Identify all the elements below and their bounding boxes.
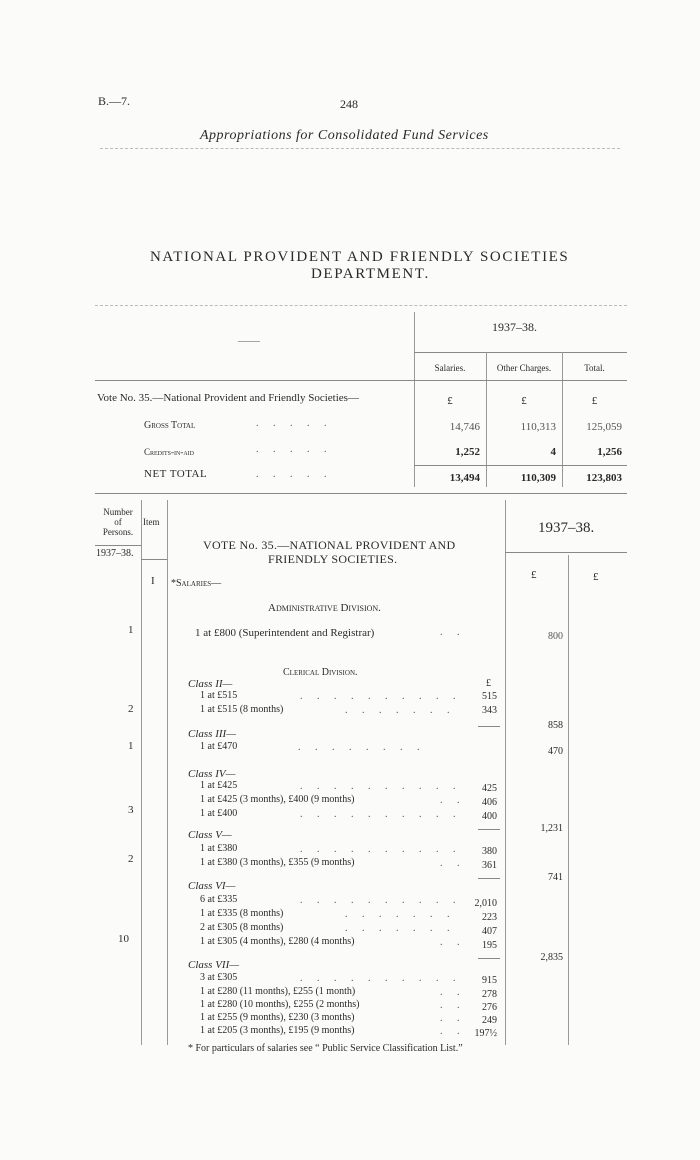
leader-dots: . . [440,858,466,869]
class-line: 1 at £470 [200,741,238,752]
currency-total: £ [591,395,598,407]
class-v-persons: 2 [128,853,134,865]
class-line-amount: 343 [482,705,497,716]
credits-total: 1,256 [597,446,622,458]
class-vi-heading: Class VI— [188,880,236,892]
class-line: 1 at £515 [200,690,238,701]
credits-salaries: 1,252 [455,446,480,458]
clerical-currency: £ [486,678,491,689]
class-line-amount: 400 [482,811,497,822]
class-ii-subtotal: 858 [548,720,563,731]
currency-salaries: £ [447,395,453,407]
class-line: 1 at £335 (8 months) [200,908,284,919]
class-line-amount: 195 [482,940,497,951]
class-line-amount: 406 [482,797,497,808]
detail-currency-2: £ [593,571,599,583]
leader-dots: . . [440,937,466,948]
class-iv-subtotal: 1,231 [540,823,563,834]
class-line-amount: 249 [482,1015,497,1026]
gross-total: 125,059 [586,421,622,433]
currency-other: £ [521,395,527,407]
class-vi-persons: 10 [118,933,129,945]
leader-dots: . . [440,795,466,806]
class-line-amount: 2,010 [474,898,497,909]
class-line-amount: 407 [482,926,497,937]
class-line: 1 at £515 (8 months) [200,704,284,715]
credits-in-aid-label: Credits-in-aid [144,447,194,457]
class-line-amount: 361 [482,860,497,871]
salaries-heading: *Salaries— [171,578,222,589]
leader-dots: . . . . . [256,444,333,455]
class-v-heading: Class V— [188,829,232,841]
class-line: 1 at £205 (3 months), £195 (9 months) [200,1025,355,1036]
page-number: 248 [340,97,358,111]
leader-dots: . . . . . . . [345,909,456,920]
col-other-charges-header: Other Charges. [496,363,552,373]
col-salaries-header: Salaries. [434,363,466,373]
net-total: 123,803 [586,472,622,484]
net-other: 110,309 [520,472,556,484]
admin-line: 1 at £800 (Superintendent and Registrar) [195,627,375,639]
department-title: NATIONAL PROVIDENT AND FRIENDLY SOCIETIES [150,249,570,265]
vote-title: VOTE No. 35.—NATIONAL PROVIDENT AND [203,538,456,552]
class-line-amount: 278 [482,989,497,1000]
col-total-header: Total. [584,363,605,373]
leader-dots: . . . . . . . . . . [300,809,462,820]
class-line: 1 at £280 (11 months), £255 (1 month) [200,986,356,997]
class-ii-heading: Class II— [188,678,233,690]
class-line: 1 at £425 [200,780,238,791]
class-line: 1 at £400 [200,808,238,819]
class-line-amount: 425 [482,783,497,794]
class-ii-persons: 2 [128,703,134,715]
leader-dots: . . [440,987,466,998]
class-iii-persons: 1 [128,740,134,752]
summary-year: 1937–38. [492,320,537,334]
leader-dots: . . . . . . . . . . [300,895,462,906]
class-vi-subtotal: 2,835 [540,952,563,963]
administrative-division-heading: Administrative Division. [268,602,381,614]
class-line-amount: 197½ [474,1028,497,1039]
class-line: 1 at £380 [200,843,238,854]
class-v-subtotal: 741 [548,872,563,883]
summary-vote-label: Vote No. 35.—National Provident and Friendly Societies— [97,392,359,404]
leader-dots: . . . . . . . [345,705,456,716]
detail-currency-1: £ [531,569,537,581]
class-iii-heading: Class III— [188,728,236,740]
item-number: I [151,575,155,587]
class-line-amount: 380 [482,846,497,857]
leader-dots: . . . . . . . . [298,742,426,753]
leader-dots: . . [440,1026,466,1037]
class-line-amount: 915 [482,975,497,986]
class-line: 3 at £305 [200,972,238,983]
class-line: 1 at £255 (9 months), £230 (3 months) [200,1012,355,1023]
department-title-cont: DEPARTMENT. [311,266,430,282]
class-line: 1 at £305 (4 months), £280 (4 months) [200,936,355,947]
net-salaries: 13,494 [449,472,480,484]
summary-stub-dash: —— [238,335,260,347]
net-total-label: NET TOTAL [144,468,208,480]
running-title: Appropriations for Consolidated Fund Services [200,128,489,143]
col-number-of-persons: Number of Persons. [102,507,134,537]
class-line: 1 at £425 (3 months), £400 (9 months) [200,794,355,805]
footnote: * For particulars of salaries see “ Public Service Classification List.” [188,1043,463,1054]
clerical-division-heading: Clerical Division. [283,667,358,678]
class-line: 1 at £280 (10 months), £255 (2 months) [200,999,360,1010]
credits-other: 4 [550,446,556,458]
leader-dots: . . . . . . . . . . [300,844,462,855]
leader-dots: . . [440,1000,466,1011]
gross-other: 110,313 [520,421,556,433]
leader-dots: . . . . . [256,469,333,480]
leader-dots: . . . . . . . . . . [300,691,462,702]
col-year-label: 1937–38. [96,548,134,559]
leader-dots: . . . . . . . . . . [300,781,462,792]
leader-dots: . . [440,1013,466,1024]
leader-dots: . . [440,627,466,638]
vote-title-cont: FRIENDLY SOCIETIES. [268,552,398,566]
document-reference: B.—7. [98,94,131,108]
gross-total-label: Gross Total [144,420,196,431]
col-item-label: Item [143,517,160,527]
class-line: 6 at £335 [200,894,238,905]
class-line-amount: 276 [482,1002,497,1013]
leader-dots: . . . . . . . . . . [300,973,462,984]
class-line-amount: 515 [482,691,497,702]
gross-salaries: 14,746 [449,421,480,433]
class-line-amount: 223 [482,912,497,923]
class-line: 2 at £305 (8 months) [200,922,284,933]
leader-dots: . . . . . . . [345,923,456,934]
class-iii-subtotal: 470 [548,746,563,757]
class-iv-persons: 3 [128,804,134,816]
class-vii-heading: Class VII— [188,959,240,971]
leader-dots: . . . . . [256,418,333,429]
detail-year: 1937–38. [538,520,595,536]
admin-persons: 1 [128,624,134,636]
class-line: 1 at £380 (3 months), £355 (9 months) [200,857,355,868]
class-iv-heading: Class IV— [188,768,236,780]
admin-total: 800 [548,631,563,642]
